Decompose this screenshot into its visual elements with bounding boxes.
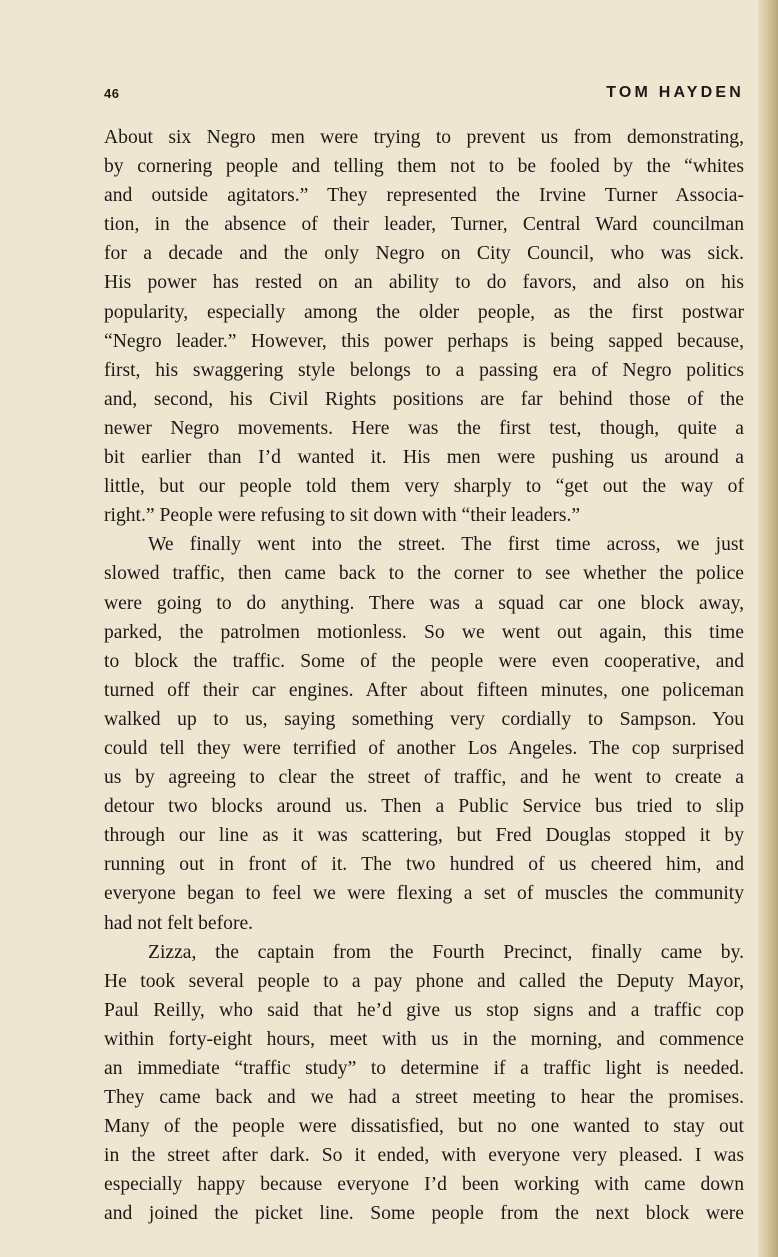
text-line: us by agreeing to clear the street of traffic, and he went to create a	[104, 767, 744, 789]
text-line: We finally went into the street. The first time across, we just	[148, 534, 744, 556]
text-line: tion, in the absence of their leader, Turner, Central Ward councilman	[104, 214, 744, 236]
text-line: first, his swaggering style belongs to a passing era of Negro politics	[104, 359, 744, 381]
text-line: within forty-eight hours, meet with us in the morning, and commence	[104, 1028, 744, 1050]
text-line: right.” People were refusing to sit down with “their leaders.”	[104, 505, 581, 527]
text-line: popularity, especially among the older people, as the first postwar	[104, 301, 744, 323]
text-line: and, second, his Civil Rights positions are far behind those of the	[104, 388, 744, 410]
text-line: newer Negro movements. Here was the first test, though, quite a	[104, 417, 744, 439]
text-line: detour two blocks around us. Then a Public Service bus tried to slip	[104, 796, 744, 818]
text-line: He took several people to a pay phone and called the Deputy Mayor,	[104, 970, 744, 992]
text-line: bit earlier than I’d wanted it. His men were pushing us around a	[104, 447, 744, 469]
text-line: Zizza, the captain from the Fourth Precinct, finally came by.	[148, 941, 744, 963]
text-line: in the street after dark. So it ended, with everyone very pleased. I was	[104, 1145, 744, 1167]
text-line: were going to do anything. There was a squad car one block away,	[104, 592, 744, 614]
text-line: to block the traffic. Some of the people were even cooperative, and	[104, 650, 744, 672]
text-line: turned off their car engines. After about fifteen minutes, one policeman	[104, 679, 744, 701]
body-text	[104, 123, 744, 1229]
page-edge	[758, 0, 778, 1257]
text-line: They came back and we had a street meeting to hear the promises.	[104, 1087, 744, 1109]
text-line: slowed traffic, then came back to the corner to see whether the police	[104, 563, 744, 585]
text-line: could tell they were terrified of another Los Angeles. The cop surprised	[104, 737, 744, 759]
text-line: everyone began to feel we were flexing a set of muscles the community	[104, 883, 744, 905]
text-line: and outside agitators.” They represented the Irvine Turner Associa-	[104, 185, 744, 207]
running-head	[104, 84, 744, 108]
text-line: Many of the people were dissatisfied, but no one wanted to stay out	[104, 1116, 744, 1138]
text-line: running out in front of it. The two hundred of us cheered him, and	[104, 854, 744, 876]
text-line: and joined the picket line. Some people from the next block were	[104, 1203, 744, 1225]
running-title: TOM HAYDEN	[606, 84, 744, 101]
text-line: especially happy because everyone I’d been working with came down	[104, 1174, 744, 1196]
paragraph	[104, 938, 744, 1229]
text-line: walked up to us, saying something very cordially to Sampson. You	[104, 708, 744, 730]
text-line: by cornering people and telling them not to be fooled by the “whites	[104, 156, 744, 178]
page-number: 46	[104, 86, 120, 101]
paragraph	[104, 123, 744, 530]
text-line: little, but our people told them very sharply to “get out the way of	[104, 476, 744, 498]
text-line: Paul Reilly, who said that he’d give us stop signs and a traffic cop	[104, 999, 744, 1021]
text-line: “Negro leader.” However, this power perhaps is being sapped because,	[104, 330, 744, 352]
text-line: an immediate “traffic study” to determine if a traffic light is needed.	[104, 1058, 744, 1079]
text-line: for a decade and the only Negro on City Council, who was sick.	[104, 243, 744, 265]
text-line: About six Negro men were trying to prevent us from demonstrating,	[104, 127, 744, 148]
text-line: His power has rested on an ability to do favors, and also on his	[104, 272, 744, 294]
text-line: had not felt before.	[104, 912, 254, 934]
paragraph	[104, 530, 744, 937]
text-line: parked, the patrolmen motionless. So we went out again, this time	[104, 621, 744, 643]
text-line: through our line as it was scattering, but Fred Douglas stopped it by	[104, 825, 744, 847]
